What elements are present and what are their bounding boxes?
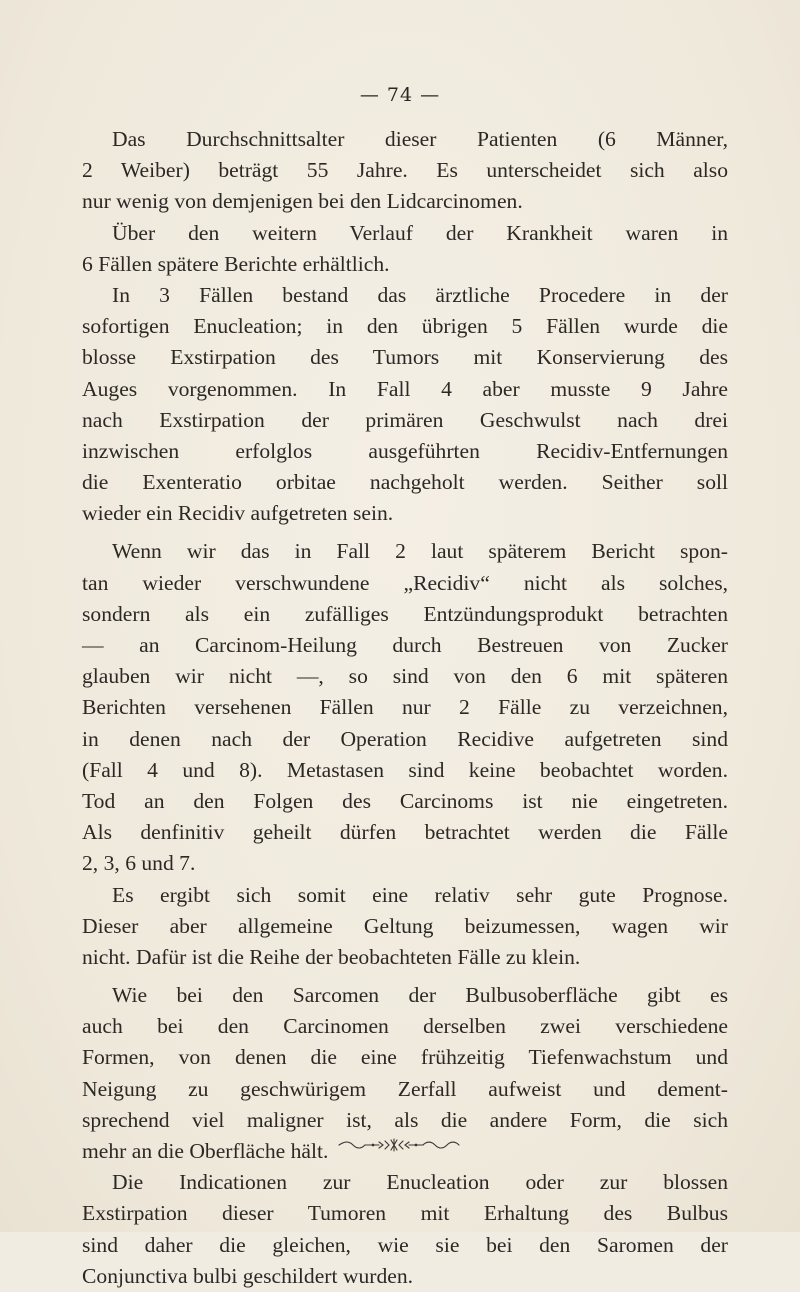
text-line: Es ergibt sich somit eine relativ sehr gute Prognose. xyxy=(112,882,728,907)
text-line: glauben wir nicht —, so sind von den 6 mit späteren xyxy=(82,664,728,689)
text-line: auch bei den Carcinomen derselben zwei verschiedene xyxy=(82,1014,728,1039)
text-line: mehr an die Oberfläche hält. xyxy=(82,1139,329,1163)
text-line: sprechend viel maligner ist, als die andere Form, die sich xyxy=(82,1107,728,1132)
body-text xyxy=(82,124,728,1292)
text-line: Auges vorgenommen. In Fall 4 aber musste 9 Jahre xyxy=(82,376,728,401)
text-line: sind daher die gleichen, wie sie bei den Saromen der xyxy=(82,1232,728,1257)
page-number: — 74 — xyxy=(359,84,441,106)
text-line: 6 Fällen spätere Berichte erhältlich. xyxy=(82,251,390,276)
text-line: Wenn wir das in Fall 2 laut späterem Bericht spon- xyxy=(112,539,728,564)
text-line: Tod an den Folgen des Carcinoms ist nie eingetreten. xyxy=(82,788,728,813)
text-line: nur wenig von demjenigen bei den Lidcarcinomen. xyxy=(82,189,523,214)
text-line: Exstirpation dieser Tumoren mit Erhaltung des Bulbus xyxy=(82,1201,728,1226)
text-line: Berichten versehenen Fällen nur 2 Fälle zu verzeichnen, xyxy=(82,695,728,720)
text-line: Neigung zu geschwürigem Zerfall aufweist und dement- xyxy=(82,1076,728,1101)
text-line: Wie bei den Sarcomen der Bulbusoberfläche gibt es xyxy=(112,983,728,1008)
text-line: sondern als ein zufälliges Entzündungsprodukt betrachten xyxy=(82,601,728,626)
text-line: blosse Exstirpation des Tumors mit Konservierung des xyxy=(82,345,728,370)
text-line: — an Carcinom-Heilung durch Bestreuen von Zucker xyxy=(82,633,728,657)
text-line: Über den weitern Verlauf der Krankheit waren in xyxy=(112,220,728,245)
text-line: 2 Weiber) beträgt 55 Jahre. Es unterscheidet sich also xyxy=(82,158,728,183)
text-line: 2, 3, 6 und 7. xyxy=(82,851,196,876)
text-line: Das Durchschnittsalter dieser Patienten (6 Männer, xyxy=(112,127,728,151)
text-line: nach Exstirpation der primären Geschwulst nach drei xyxy=(82,407,728,432)
text-line: Die Indicationen zur Enucleation oder zur blossen xyxy=(112,1170,728,1195)
text-line: Formen, von denen die eine frühzeitig Tiefenwachstum und xyxy=(82,1045,728,1070)
end-ornament-icon xyxy=(0,1138,800,1156)
text-line: In 3 Fällen bestand das ärztliche Procedere in der xyxy=(112,282,728,307)
text-line: tan wieder verschwundene „Recidiv“ nicht als solches, xyxy=(82,570,728,595)
text-line: Dieser aber allgemeine Geltung beizumessen, wagen wir xyxy=(82,913,728,938)
text-line: die Exenteratio orbitae nachgeholt werden. Seither soll xyxy=(82,470,728,495)
text-line: inzwischen erfolglos ausgeführten Recidiv-Entfernungen xyxy=(82,438,728,463)
text-line: (Fall 4 und 8). Metastasen sind keine beobachtet worden. xyxy=(82,757,728,782)
text-line: Als denfinitiv geheilt dürfen betrachtet werden die Fälle xyxy=(82,820,728,845)
text-line: sofortigen Enucleation; in den übrigen 5 Fällen wurde die xyxy=(82,314,728,339)
text-line: in denen nach der Operation Recidive aufgetreten sind xyxy=(82,726,728,751)
text-line: wieder ein Recidiv aufgetreten sein. xyxy=(82,501,394,526)
text-line: nicht. Dafür ist die Reihe der beobachteten Fälle zu klein. xyxy=(82,944,581,969)
text-line: Conjunctiva bulbi geschildert wurden. xyxy=(82,1263,414,1288)
